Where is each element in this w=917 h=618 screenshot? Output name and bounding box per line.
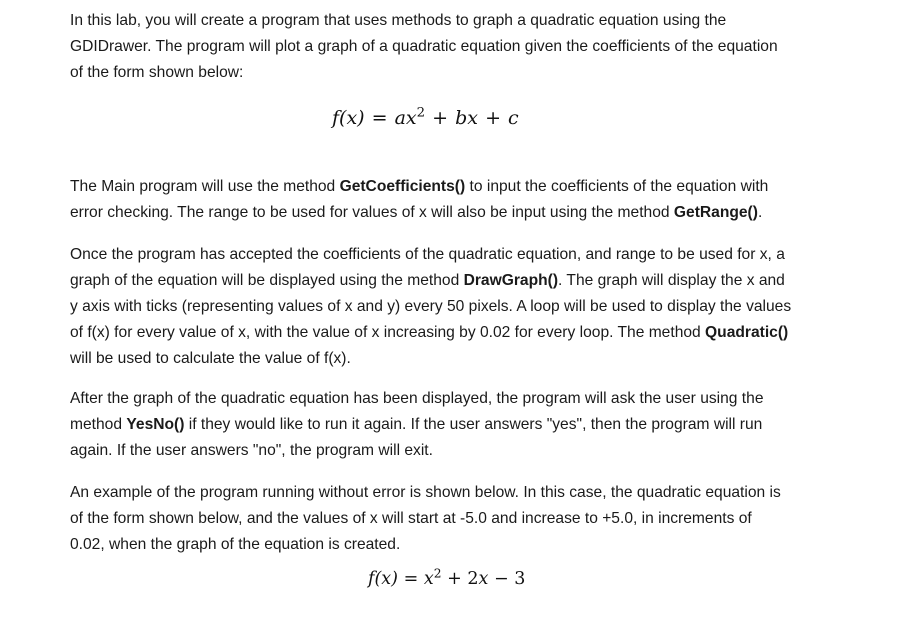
eq-variable: x: [423, 569, 434, 589]
text-line: [70, 320, 860, 346]
yesno-paragraph: [70, 386, 860, 464]
eq-coef-c: c: [508, 107, 519, 129]
eq-plus: +: [447, 569, 462, 589]
text-line: of the form shown below, and the values of x will start at -5.0 and increase to +5.0, in increments of: [70, 510, 752, 527]
eq-constant: 3: [514, 569, 526, 589]
eq-equals: =: [403, 569, 419, 589]
eq-function: f(x): [368, 569, 399, 589]
text-line: In this lab, you will create a program that uses methods to graph a quadratic equation using the: [70, 12, 727, 29]
text-line: again. If the user answers "no", the program will exit.: [70, 442, 433, 459]
text-run: . The graph will display the x and: [558, 272, 785, 289]
eq-exponent: 2: [416, 105, 426, 121]
method-name: Quadratic(): [705, 324, 789, 341]
method-name: GetCoefficients(): [339, 178, 466, 195]
text-run: graph of the equation will be displayed using the method: [70, 272, 464, 289]
eq-equals: =: [371, 107, 388, 129]
example-paragraph: [70, 480, 860, 558]
example-quadratic-equation: [368, 566, 526, 589]
method-name: GetRange(): [673, 204, 758, 221]
text-line: [70, 174, 860, 200]
text-line: of the form shown below:: [70, 64, 244, 81]
method-name: YesNo(): [126, 416, 185, 433]
general-quadratic-equation: [332, 107, 519, 129]
text-line: 0.02, when the graph of the equation is created.: [70, 536, 401, 553]
eq-minus: −: [493, 569, 509, 589]
eq-function: f(x): [332, 107, 365, 129]
text-line: An example of the program running without error is shown below. In this case, the quadratic equation is: [70, 484, 781, 501]
text-line: After the graph of the quadratic equation has been displayed, the program will ask the user using the: [70, 390, 764, 407]
text-run: .: [757, 204, 763, 221]
eq-plus: +: [485, 107, 501, 129]
intro-paragraph: [70, 8, 860, 86]
eq-variable: x: [405, 107, 417, 129]
eq-variable: x: [467, 107, 479, 129]
text-run: error checking. The range to be used for values of x will also be input using the method: [70, 204, 674, 221]
text-line: GDIDrawer. The program will plot a graph of a quadratic equation given the coefficients of the equation: [70, 38, 778, 55]
main-method-paragraph: [70, 174, 860, 226]
eq-coef: 2: [467, 569, 479, 589]
text-line: will be used to calculate the value of f(x).: [70, 350, 351, 367]
text-run: of f(x) for every value of x, with the value of x increasing by 0.02 for every loop. The method: [70, 324, 706, 341]
text-line: y axis with ticks (representing values of x and y) every 50 pixels. A loop will be used to display the values: [70, 298, 792, 315]
text-line: Once the program has accepted the coefficients of the quadratic equation, and range to be used for x, a: [70, 246, 785, 263]
text-line: [70, 200, 860, 226]
eq-coef-a: a: [394, 107, 406, 129]
eq-plus: +: [432, 107, 449, 129]
eq-exponent: 2: [433, 566, 442, 581]
text-run: if they would like to run it again. If the user answers "yes", then the program will run: [184, 416, 763, 433]
eq-variable: x: [478, 569, 489, 589]
text-run: method: [70, 416, 127, 433]
text-line: [70, 268, 860, 294]
method-name: DrawGraph(): [463, 272, 559, 289]
text-line: [70, 412, 860, 438]
text-run: The Main program will use the method: [70, 178, 340, 195]
draw-graph-paragraph: [70, 242, 860, 372]
text-run: to input the coefficients of the equation with: [465, 178, 769, 195]
eq-coef-b: b: [455, 107, 468, 129]
